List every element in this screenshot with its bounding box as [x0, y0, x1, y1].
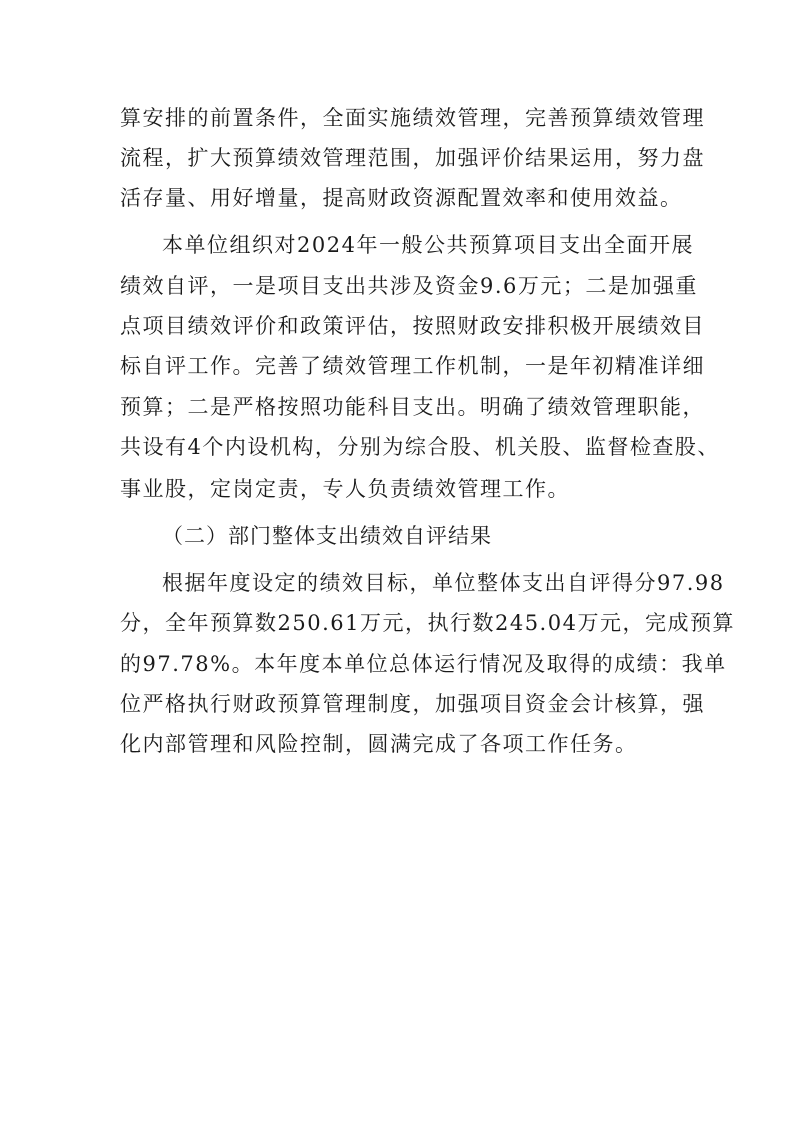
- paragraph-3-line-2: 分，全年预算数250.61万元，执行数245.04万元，完成预算: [120, 611, 735, 635]
- paragraph-2-line-4: 标自评工作。完善了绩效管理工作机制，一是年初精准详细: [120, 354, 705, 378]
- paragraph-3-line-3: 的97.78%。本年度本单位总体运行情况及取得的成绩：我单: [120, 652, 727, 676]
- paragraph-3-line-5: 化内部管理和风险控制，圆满完成了各项工作任务。: [120, 732, 638, 756]
- paragraph-3-line-1: 根据年度设定的绩效目标，单位整体支出自评得分97.98: [162, 571, 725, 595]
- paragraph-2-line-5: 预算；二是严格按照功能科目支出。明确了绩效管理职能，: [120, 395, 705, 419]
- paragraph-2-line-7: 事业股，定岗定责，专人负责绩效管理工作。: [120, 477, 570, 501]
- paragraph-1-line-1: 算安排的前置条件，全面实施绩效管理，完善预算绩效管理: [120, 106, 705, 130]
- paragraph-2-line-1: 本单位组织对2024年一般公共预算项目支出全面开展: [162, 233, 694, 257]
- paragraph-2-line-3: 点项目绩效评价和政策评估，按照财政安排积极开展绩效目: [120, 314, 705, 338]
- paragraph-2-line-6: 共设有4个内设机构，分别为综合股、机关股、监督检查股、: [120, 435, 720, 459]
- paragraph-3-line-4: 位严格执行财政预算管理制度，加强项目资金会计核算，强: [120, 692, 705, 716]
- paragraph-2-line-2: 绩效自评，一是项目支出共涉及资金9.6万元；二是加强重: [120, 274, 698, 298]
- paragraph-1-line-2: 流程，扩大预算绩效管理范围，加强评价结果运用，努力盘: [120, 146, 705, 170]
- paragraph-1-line-3: 活存量、用好增量，提高财政资源配置效率和使用效益。: [120, 186, 683, 210]
- section-heading: （二）部门整体支出绩效自评结果: [162, 524, 492, 548]
